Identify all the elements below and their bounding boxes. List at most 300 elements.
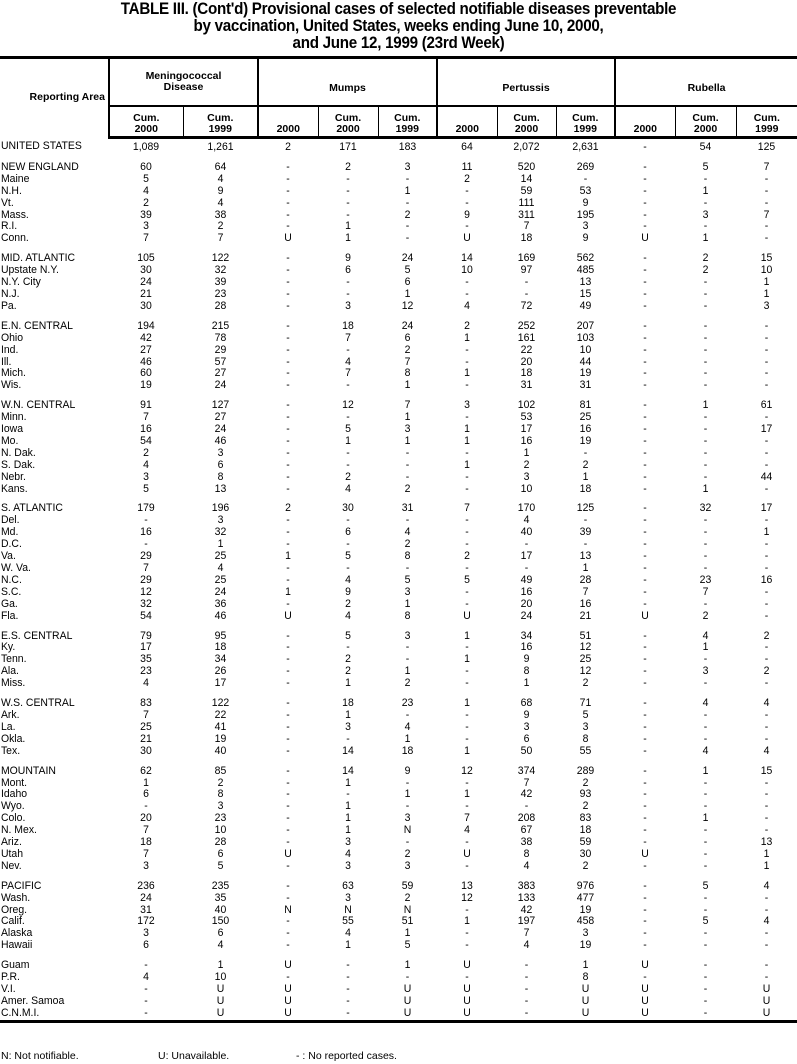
value-cell: 68 [520,697,533,710]
value-cell: 24 [401,319,414,332]
subcol-header: 2000 [437,106,497,138]
value-cell: 38 [214,208,227,221]
value-cell: 91 [140,399,152,412]
table-row [0,666,797,678]
value-cell: 4 [217,562,224,574]
value-cell: 7 [702,585,709,598]
value-cell: - [643,550,647,563]
value-cell: - [286,859,290,872]
value-cell: 1 [404,665,411,678]
value-cell: - [643,927,647,940]
value-cell: - [703,379,708,392]
value-cell: 24 [140,276,152,289]
value-cell: - [465,708,469,721]
table-row [0,539,797,551]
value-cell: - [465,343,469,356]
value-cell: - [764,959,769,972]
value-cell: 1 [702,812,709,825]
value-cell: - [465,287,469,300]
value-cell: 976 [576,879,595,892]
value-cell: - [286,355,290,368]
value-cell: U [463,983,471,995]
reporting-area-cell: Ind. [0,343,19,356]
value-cell: - [643,776,647,789]
value-cell: 2,631 [572,141,599,153]
value-cell: 54 [140,434,152,447]
value-cell: U [439,1008,496,1021]
reporting-area-cell: Colo. [0,812,26,825]
value-cell: - [286,732,290,745]
value-cell: 53 [520,411,533,424]
value-cell: - [643,538,647,551]
value-cell: 18 [214,641,227,654]
value-cell: 9 [345,252,351,265]
value-cell: - [703,939,708,952]
table-row [0,233,797,245]
value-cell: 7 [143,708,149,721]
value-cell: U [463,609,471,622]
value-cell: - [764,196,769,209]
value-cell: - [643,276,647,289]
value-cell: 1 [404,927,411,940]
value-cell: - [346,208,350,221]
value-cell: 83 [579,812,592,825]
value-cell: 29 [140,573,152,586]
table-row [0,221,797,233]
value-cell: - [346,184,350,197]
value-cell: - [111,1008,181,1021]
value-cell: - [764,538,769,551]
value-cell: 4 [345,482,351,495]
value-cell: 1 [345,812,351,825]
value-cell: - [346,172,350,185]
reporting-area-cell: Mich. [0,367,26,380]
value-cell: 1 [404,379,411,392]
value-cell: 7 [143,562,149,574]
value-cell: 8 [217,470,224,483]
value-cell: - [764,172,769,185]
value-cell: 2 [702,252,709,265]
value-cell: 17 [214,677,227,690]
value-cell: 1 [763,847,770,860]
value-cell: - [346,514,350,527]
value-cell: 18 [342,319,354,332]
table-row [0,289,797,301]
value-cell: 1 [582,562,589,574]
table-row [0,154,797,174]
value-cell: 40 [214,903,227,916]
table-row [0,587,797,599]
value-cell: - [346,983,350,995]
value-cell: 62 [140,764,152,777]
value-cell: - [643,502,647,515]
table-row [0,825,797,837]
table-row [0,599,797,611]
table-row [0,710,797,722]
value-cell: 170 [517,502,536,515]
value-cell: - [703,653,708,666]
value-cell: - [405,232,410,245]
value-cell: - [643,470,647,483]
reporting-area-cell: Ark. [0,708,20,721]
value-cell: - [144,959,148,972]
value-cell: - [405,776,410,789]
value-cell: - [286,196,290,209]
value-cell: 8 [582,732,589,745]
value-cell: - [643,172,647,185]
value-cell: 1 [464,434,470,447]
value-cell: 2 [143,446,149,459]
value-cell: - [286,208,290,221]
value-cell: - [703,423,708,436]
value-cell: U [284,994,292,1007]
value-cell: U [762,994,771,1007]
value-cell: U [762,983,771,995]
value-cell: - [465,379,469,392]
value-cell: - [286,434,290,447]
value-cell: 24 [140,891,152,904]
value-cell: - [524,983,529,995]
value-cell: 16 [520,641,533,654]
value-cell: 20 [140,812,152,825]
value-cell: 22 [214,708,227,721]
value-cell: - [286,879,290,892]
value-cell: 4 [763,915,770,928]
value-cell: - [643,141,647,153]
value-cell: - [286,971,290,984]
table-row [0,333,797,345]
value-cell: 44 [760,470,773,483]
reporting-area-cell: Conn. [0,232,29,245]
reporting-area-cell: Wash. [0,891,31,904]
value-cell: 10 [760,264,773,277]
value-cell: - [643,458,647,471]
table-row [0,940,797,952]
value-cell: 6 [523,732,530,745]
table-row [0,380,797,392]
value-cell: 1 [702,399,709,412]
table-row [0,722,797,734]
value-cell: U [463,959,471,972]
value-cell: 1 [404,788,411,801]
value-cell: 15 [760,252,773,265]
value-cell: 133 [517,891,536,904]
value-cell: 59 [401,879,414,892]
table-row [0,551,797,563]
value-cell: - [643,196,647,209]
value-cell: - [144,800,148,813]
value-cell: - [703,355,708,368]
value-cell: 2 [464,550,470,563]
value-cell: 17 [760,423,773,436]
value-cell: 1 [404,184,411,197]
reporting-area-cell: Fla. [0,609,19,622]
value-cell: - [703,172,708,185]
value-cell: - [643,665,647,678]
value-cell: 78 [214,331,227,344]
value-cell: 3 [345,891,351,904]
value-cell: 1 [345,708,351,721]
value-cell: - [764,720,769,733]
value-cell: 7 [763,208,770,221]
value-cell: 289 [576,764,595,777]
value-cell: - [286,788,290,801]
value-cell: 63 [342,879,354,892]
value-cell: - [286,677,290,690]
reporting-area-cell: C.N.M.I. [0,1008,104,1021]
reporting-area-cell: S. ATLANTIC [0,502,63,515]
value-cell: - [703,514,708,527]
value-cell: - [703,720,708,733]
value-cell: - [643,562,647,574]
value-cell: - [703,903,708,916]
value-cell: 1 [404,732,411,745]
value-cell: - [286,299,290,312]
value-cell: - [286,891,290,904]
value-cell: 12 [401,299,414,312]
value-cell: - [465,597,469,610]
value-cell: 111 [518,196,535,209]
value-cell: U [185,1008,256,1021]
value-cell: - [346,411,350,424]
value-cell: 7 [143,824,149,837]
value-cell: 12 [140,585,152,598]
value-cell: 3 [345,836,351,849]
value-cell: 14 [461,252,473,265]
value-cell: - [643,423,647,436]
value-cell: 1 [217,959,224,972]
table-row [0,424,797,436]
value-cell: 2 [345,597,351,610]
value-cell: 4 [763,744,770,757]
value-cell: 39 [579,526,592,539]
value-cell: 4 [464,824,470,837]
value-cell: 53 [579,184,592,197]
value-cell: - [764,458,769,471]
value-cell: 28 [579,573,592,586]
value-cell: 42 [140,331,152,344]
reporting-area-cell: Del. [0,514,20,527]
reporting-area-cell: W.N. CENTRAL [0,399,76,412]
table-row [0,861,797,873]
value-cell: - [643,299,647,312]
value-cell: - [643,708,647,721]
value-cell: N [284,903,292,916]
value-cell: - [643,677,647,690]
value-cell: 3 [143,220,149,233]
value-cell: 9 [345,585,351,598]
reporting-area-cell: Okla. [0,732,26,745]
value-cell: 4 [217,172,224,185]
value-cell: 4 [523,514,530,527]
value-cell: 1 [464,788,470,801]
value-cell: N [403,903,412,916]
value-cell: U [641,609,649,622]
value-cell: 9 [582,232,589,245]
value-cell: 14 [342,764,354,777]
value-cell: 16 [579,423,592,436]
table-row [0,448,797,460]
value-cell: 12 [579,641,592,654]
value-cell: U [216,994,225,1007]
value-cell: 7 [217,232,224,245]
value-cell: - [286,331,290,344]
value-cell: 19 [579,939,592,952]
value-cell: 4 [143,458,149,471]
value-cell: - [643,788,647,801]
value-cell: - [643,343,647,356]
value-cell: - [286,184,290,197]
value-cell: - [643,903,647,916]
value-cell: 13 [461,879,473,892]
reporting-area-header: Reporting Area [0,58,109,138]
value-cell: 17 [520,550,533,563]
value-cell: - [465,971,469,984]
value-cell: 51 [579,629,592,642]
value-cell: 93 [579,788,592,801]
value-cell: - [703,824,708,837]
value-cell: 3 [523,720,530,733]
value-cell: 36 [214,597,227,610]
table-row [0,563,797,575]
value-cell: 1 [464,915,470,928]
reporting-area-cell: W.S. CENTRAL [0,697,75,710]
value-cell: 208 [517,812,536,825]
value-cell: U [284,983,292,995]
value-cell: - [499,1008,555,1021]
subcol-header: Cum. 1999 [378,106,437,138]
reporting-area-cell: UNITED STATES [0,140,82,153]
value-cell: 49 [579,299,592,312]
value-cell: 7 [582,585,589,598]
value-cell: - [764,677,769,690]
value-cell: 6 [217,927,224,940]
value-cell: - [643,879,647,892]
value-cell: - [643,836,647,849]
reporting-area-cell: Ala. [0,665,19,678]
value-cell: 2 [285,502,291,515]
value-cell: 38 [520,836,533,849]
value-cell: 13 [579,550,592,563]
value-cell: 5 [345,629,351,642]
value-cell: - [643,697,647,710]
value-cell: 1 [345,232,351,245]
value-cell: - [764,331,769,344]
value-cell: - [764,367,769,380]
value-cell: U [581,983,590,995]
value-cell: 252 [517,319,536,332]
value-cell: - [405,653,410,666]
value-cell: - [405,470,410,483]
value-cell: - [465,562,469,574]
value-cell: U [463,994,471,1007]
value-cell: - [465,355,469,368]
value-cell: - [703,708,708,721]
reporting-area-cell: Ohio [0,331,24,344]
value-cell: U [558,1008,614,1021]
value-cell: - [405,446,410,459]
table-row [0,623,797,643]
value-cell: - [286,927,290,940]
value-cell: - [643,160,647,173]
value-cell: U [403,994,412,1007]
value-cell: 8 [217,788,224,801]
value-cell: 122 [211,697,230,710]
subcol-header: Cum. 2000 [675,106,736,138]
value-cell: 195 [576,208,595,221]
value-cell: - [643,379,647,392]
reporting-area-cell: MID. ATLANTIC [0,252,76,265]
value-cell: - [703,367,708,380]
reporting-area-cell: Kans. [0,482,28,495]
reporting-area-cell: Mo. [0,434,19,447]
reporting-area-cell: Va. [0,550,16,563]
value-cell: - [286,641,290,654]
reporting-area-cell: Wyo. [0,800,25,813]
value-cell: 4 [217,939,224,952]
value-cell: 14 [342,744,354,757]
value-cell: 31 [401,502,414,515]
table-row [0,245,797,265]
table-row [0,849,797,861]
reporting-area-cell: N. Mex. [0,824,37,837]
value-cell: 25 [579,411,592,424]
value-cell: - [346,732,350,745]
value-cell: 1 [763,859,770,872]
value-cell: - [703,562,708,574]
value-cell: 19 [579,434,592,447]
value-cell: 18 [401,744,414,757]
reporting-area-cell: Ill. [0,355,12,368]
value-cell: 22 [520,343,533,356]
value-cell: - [524,959,529,972]
value-cell: - [405,971,410,984]
value-cell: 21 [579,609,592,622]
value-cell: 4 [345,573,351,586]
value-cell: - [764,788,769,801]
value-cell: 5 [143,172,149,185]
table-row [0,996,797,1008]
value-cell: 4 [763,879,770,892]
value-cell: - [643,891,647,904]
value-cell: U [641,232,649,245]
value-cell: 1 [523,677,530,690]
value-cell: - [764,732,769,745]
value-cell: 520 [517,160,536,173]
reporting-area-cell: S. Dak. [0,458,36,471]
value-cell: 31 [520,379,533,392]
value-cell: - [643,184,647,197]
value-cell: - [643,720,647,733]
value-cell: - [764,355,769,368]
value-cell: 55 [579,744,592,757]
value-cell: - [643,585,647,598]
value-cell: - [286,399,290,412]
value-cell: 197 [517,915,536,928]
value-cell: - [643,597,647,610]
table-row [0,873,797,893]
table-title [32,0,765,52]
value-cell: 2 [217,220,224,233]
value-cell: 3 [217,446,224,459]
value-cell: - [465,470,469,483]
subcol-header: Cum. 1999 [736,106,797,138]
value-cell: - [764,411,769,424]
value-cell: 16 [140,423,152,436]
value-cell: - [286,776,290,789]
table-row [0,758,797,778]
value-cell: - [346,971,350,984]
